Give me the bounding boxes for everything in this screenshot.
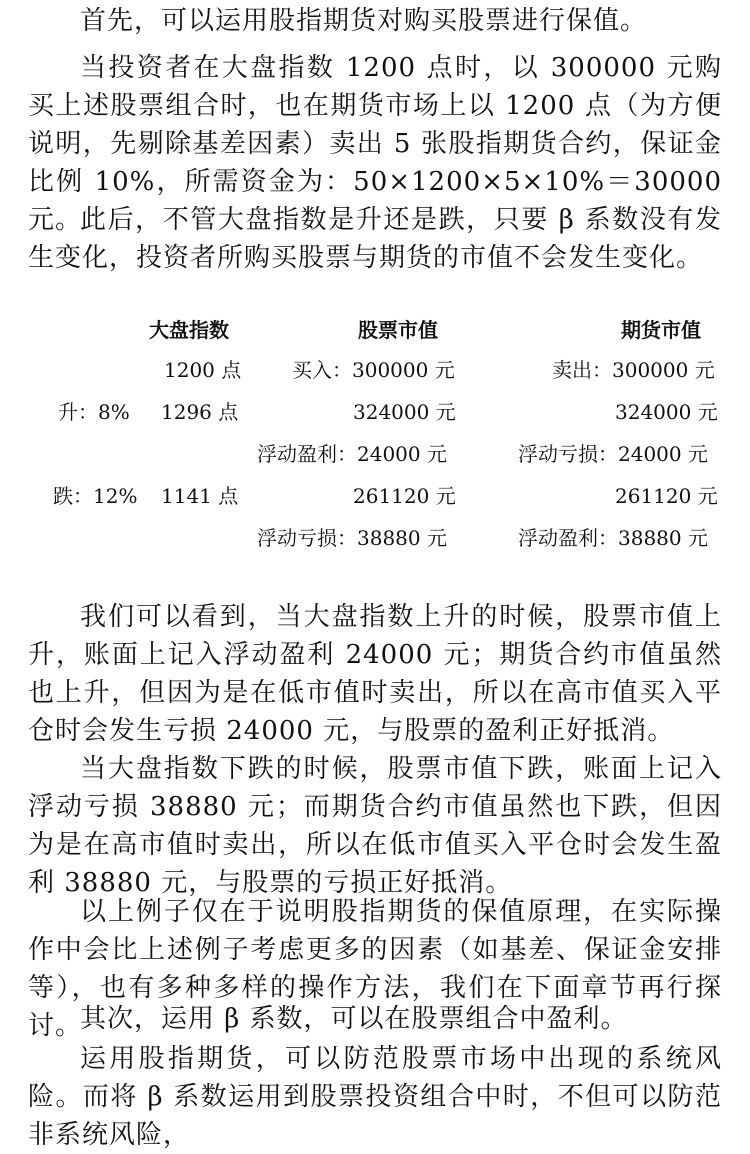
paragraph-hedging-example: 当投资者在大盘指数 1200 点时，以 300000 元购买上述股票组合时，也在期货市场上以 1200 点（为方便说明，先剔除基差因素）卖出 5 张股指期货合约，保证金比例 10%，所需资金为：50×1200×5×10%＝30000 元。: [28, 53, 722, 235]
table-cell-index: 1200 点: [164, 358, 242, 382]
paragraph-index-fall: 当大盘指数下跌的时候，股票市值下跌，账面上记入浮动亏损 38880 元；而期货合约市值虽然也下跌，但因为是在高市值时卖出，所以在低市值买入平仓时会发生盈利 38880 元，与股票的亏损正好抵消。: [28, 754, 722, 898]
table-cell-index: 1296 点: [161, 400, 239, 424]
table-cell-futures: 261120 元: [615, 484, 718, 508]
paragraph-beta-profit: 其次，运用 β 系数，可以在股票组合中盈利。: [80, 1004, 628, 1034]
paragraph-index-rise: 我们可以看到，当大盘指数上升的时候，股票市值上升，账面上记入浮动盈利 24000 元；期货合约市值虽然也上升，但因为是在低市值时卖出，所以在高市值买入平仓时会发生亏损 24000 元，与股票的盈利正好抵消。: [28, 602, 722, 746]
paragraph-beta-unchanged: 此后，不管大盘指数是升还是跌，只要 β 系数没有发生变化，投资者所购买股票与期货的市值不会发生变化。: [28, 205, 722, 273]
market-value-table: [0, 310, 750, 570]
table-cell-stock: 261120 元: [353, 484, 456, 508]
table-cell-stock: 浮动盈利：24000 元: [257, 442, 447, 466]
paragraph-systemic-risk: 运用股指期货，可以防范股票市场中出现的系统风险。而将 β 系数运用到股票投资组合中时，不但可以防范非系统风险，: [28, 1044, 722, 1150]
table-cell-stock: 324000 元: [353, 400, 456, 424]
table-cell-change: 升：8%: [58, 400, 130, 424]
paragraph-example-note: 以上例子仅在于说明股指期货的保值原理，在实际操作中会比上述例子考虑更多的因素（如基差、保证金安排等），也有多种多样的操作方法，我们在下面章节再行探讨。: [28, 897, 722, 1041]
paragraph-hedging-intro: 首先，可以运用股指期货对购买股票进行保值。: [80, 6, 648, 36]
table-cell-change: 跌：12%: [53, 484, 138, 508]
table-cell-futures: 浮动亏损：24000 元: [518, 442, 708, 466]
table-cell-futures: 卖出：300000 元: [552, 358, 715, 382]
table-header-futures: 期货市值: [621, 318, 701, 342]
table-header-stock: 股票市值: [358, 318, 438, 342]
table-cell-futures: 浮动盈利：38880 元: [518, 526, 708, 550]
table-header-index: 大盘指数: [149, 318, 229, 342]
table-cell-stock: 浮动亏损：38880 元: [257, 526, 447, 550]
table-cell-index: 1141 点: [161, 484, 239, 508]
table-cell-futures: 324000 元: [615, 400, 718, 424]
table-cell-stock: 买入：300000 元: [292, 358, 455, 382]
